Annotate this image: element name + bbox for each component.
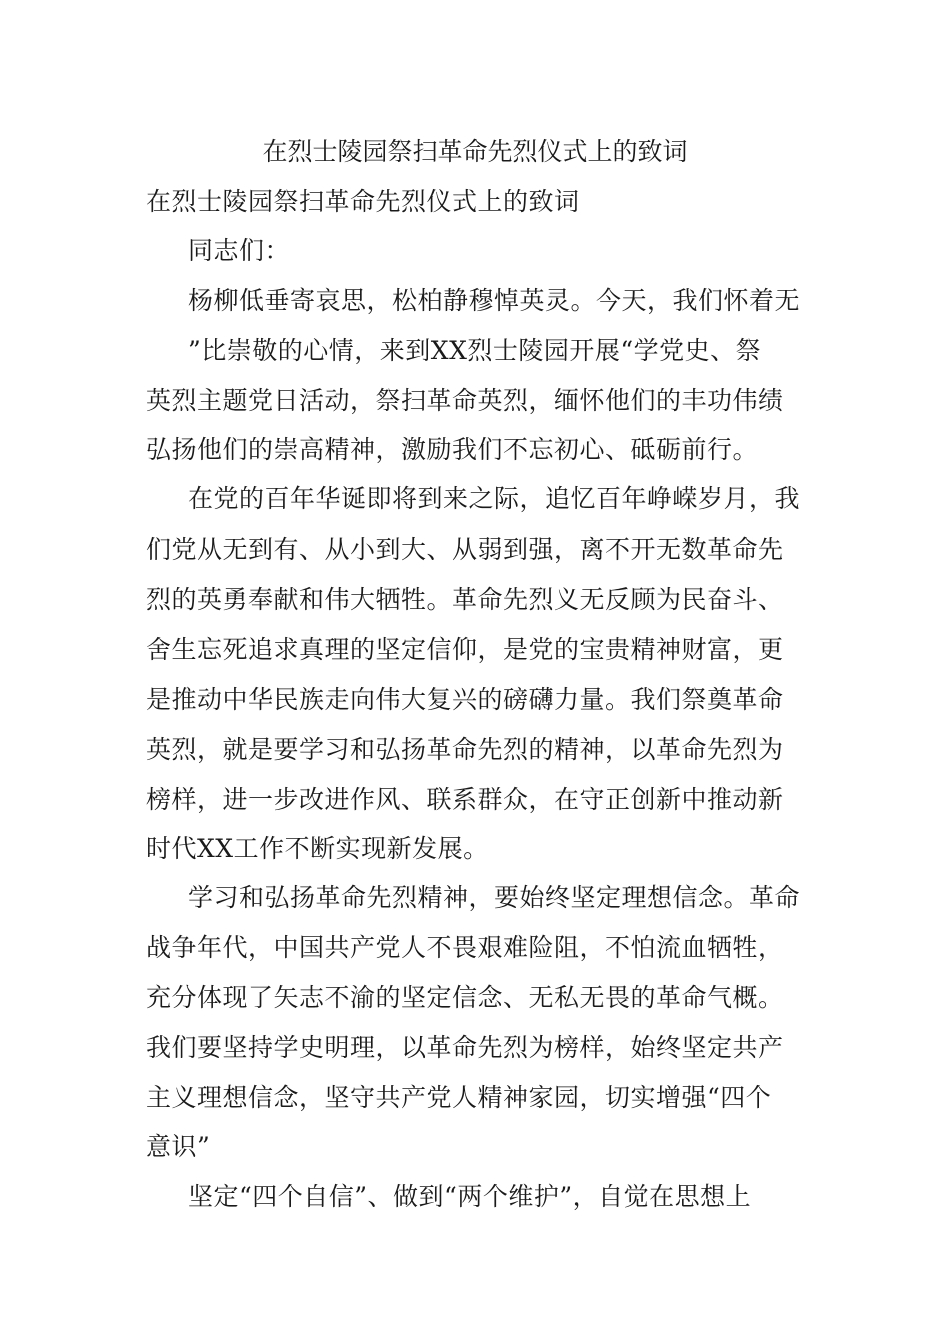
text-line: 坚定“四个自信”、做到“两个维护”，自觉在思想上	[188, 1182, 752, 1211]
text-line: 弘扬他们的崇高精神，激励我们不忘初心、砥砺前行。	[146, 435, 759, 464]
text-line: 是推动中华民族走向伟大复兴的磅礴力量。我们祭奠革命	[146, 685, 784, 714]
text-line: 我们要坚持学史明理，以革命先烈为榜样，始终坚定共产	[146, 1033, 784, 1062]
text-line: 英烈，就是要学习和弘扬革命先烈的精神，以革命先烈为	[146, 735, 784, 764]
document-title: 在烈士陵园祭扫革命先烈仪式上的致词	[262, 137, 688, 166]
text-line: 英烈主题党日活动，祭扫革命英烈，缅怀他们的丰功伟绩	[146, 386, 784, 415]
text-line: 们党从无到有、从小到大、从弱到强，离不开无数革命先	[146, 535, 784, 564]
text-line: 战争年代，中国共产党人不畏艰难险阻，不怕流血牺牲，	[146, 933, 784, 962]
text-line: 榜样，进一步改进作风、联系群众，在守正创新中推动新	[146, 785, 784, 814]
text-line: 时代XX工作不断实现新发展。	[146, 834, 489, 863]
salutation: 同志们：	[188, 236, 291, 265]
text-line: 烈的英勇奉献和伟大牺牲。革命先烈义无反顾为民奋斗、	[146, 585, 784, 614]
text-line: 杨柳低垂寄哀思，松柏静穆悼英灵。今天，我们怀着无	[188, 286, 801, 315]
text-line: 舍生忘死追求真理的坚定信仰，是党的宝贵精神财富，更	[146, 635, 784, 664]
text-line: ”比崇敬的心情，来到XX烈士陵园开展“学党史、祭	[188, 336, 762, 365]
text-line: 在党的百年华诞即将到来之际，追忆百年峥嵘岁月，我	[188, 484, 801, 513]
text-line: 意识”	[146, 1132, 211, 1161]
document-subtitle: 在烈士陵园祭扫革命先烈仪式上的致词	[146, 187, 580, 216]
text-line: 学习和弘扬革命先烈精神，要始终坚定理想信念。革命	[188, 883, 801, 912]
text-line: 主义理想信念，坚守共产党人精神家园，切实增强“四个	[146, 1083, 772, 1112]
text-line: 充分体现了矢志不渝的坚定信念、无私无畏的革命气概。	[146, 983, 784, 1012]
